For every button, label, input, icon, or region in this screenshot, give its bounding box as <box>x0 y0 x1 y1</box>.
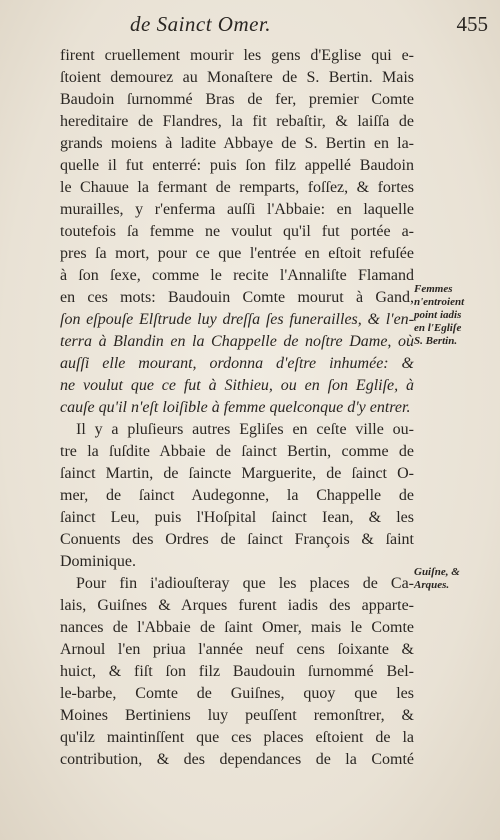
margin-note-line: S. Bertin. <box>414 335 458 347</box>
page-number: 455 <box>456 12 488 36</box>
text-line: firent cruellement mourir les gens d'Eglise qui e- <box>60 47 414 64</box>
body-text <box>60 45 414 771</box>
text-line: toutefois ſa femme ne voulut qu'il fut portée a- <box>60 223 414 240</box>
quote-line: auſſi elle mourant, ordonna d'eſtre inhumée: & <box>60 355 414 372</box>
text-line: Dominique. <box>60 553 136 570</box>
margin-note-line: Femmes <box>414 283 453 295</box>
quote-line: cauſe qu'il n'eſt loiſible à femme quelconque d'y entrer. <box>60 399 411 416</box>
running-title: de Sainct Omer. <box>130 12 272 36</box>
text-line: hereditaire de Flandres, la fit rebaſtir, & laiſſa de <box>60 113 414 130</box>
text-line: Pour fin i'adiouſteray que les places de Ca- <box>76 575 414 592</box>
quote-line: ne voulut que ce fut à Sithieu, ou en ſon Egliſe, à <box>60 377 414 394</box>
text-line: ſainct Martin, de ſaincte Marguerite, de ſainct O- <box>60 465 414 482</box>
text-line: ſainct Leu, puis l'Hoſpital ſainct Iean, & les <box>60 509 414 526</box>
margin-note-guisnes <box>414 566 494 592</box>
quote-line: terra à Blandin en la Chappelle de noſtre Dame, où <box>60 333 414 350</box>
text-line: à ſon ſexe, comme le recite l'Annaliſte Flamand <box>60 267 414 284</box>
text-line: huict, & fiſt ſon filz Baudouin ſurnommé Bel- <box>60 663 414 680</box>
text-line: le Chauue la fermant de remparts, foſſez, & fortes <box>60 179 414 196</box>
text-line: Arnoul l'en priua l'année neuf cens ſoixante & <box>60 641 414 658</box>
text-line: mer, de ſainct Audegonne, la Chappelle de <box>60 487 414 504</box>
margin-note-line: Arques. <box>414 579 450 591</box>
text-line: murailles, y r'enferma auſſi l'Abbaie: en laquelle <box>60 201 414 218</box>
text-line: en ces mots: Baudouin Comte mourut à Gand, <box>60 289 414 306</box>
text-line: ſtoient demourez au Monaſtere de S. Bertin. Mais <box>60 69 414 86</box>
quote-line: ſon eſpouſe Elſtrude luy dreſſa ſes funerailles, & l'en- <box>60 311 414 328</box>
text-line: qu'ilz maintinſſent que ces places eſtoient de la <box>60 729 414 746</box>
text-line: tre la ſuſdite Abbaie de ſainct Bertin, comme de <box>60 443 414 460</box>
text-line: nances de l'Abbaie de ſaint Omer, mais le Comte <box>60 619 414 636</box>
text-line: pres ſa mort, pour ce que l'entrée en eſtoit refuſée <box>60 245 414 262</box>
margin-note-line: n'entroient <box>414 296 465 308</box>
text-line: lais, Guiſnes & Arques furent iadis des apparte- <box>60 597 414 614</box>
text-line: quelle il fut enterré: puis ſon filz appellé Baudoin <box>60 157 414 174</box>
text-line: le-barbe, Comte de Guiſnes, quoy que les <box>60 685 414 702</box>
text-line: Conuents des Ordres de ſainct François & ſaint <box>60 531 414 548</box>
text-line: Baudoin ſurnommé Bras de fer, premier Comte <box>60 91 414 108</box>
text-line: contribution, & des dependances de la Comté <box>60 751 414 768</box>
margin-note-line: Guiſne, & <box>414 566 460 578</box>
page-header <box>70 12 490 44</box>
text-line: Il y a pluſieurs autres Egliſes en ceſte ville ou- <box>76 421 414 438</box>
margin-note-femmes <box>414 283 494 348</box>
text-line: grands moiens à ladite Abbaye de S. Bertin en la- <box>60 135 414 152</box>
margin-note-line: point iadis <box>414 309 462 321</box>
text-line: Moines Bertiniens luy peuſſent remonſtrer, & <box>60 707 414 724</box>
margin-note-line: en l'Egliſe <box>414 322 462 334</box>
